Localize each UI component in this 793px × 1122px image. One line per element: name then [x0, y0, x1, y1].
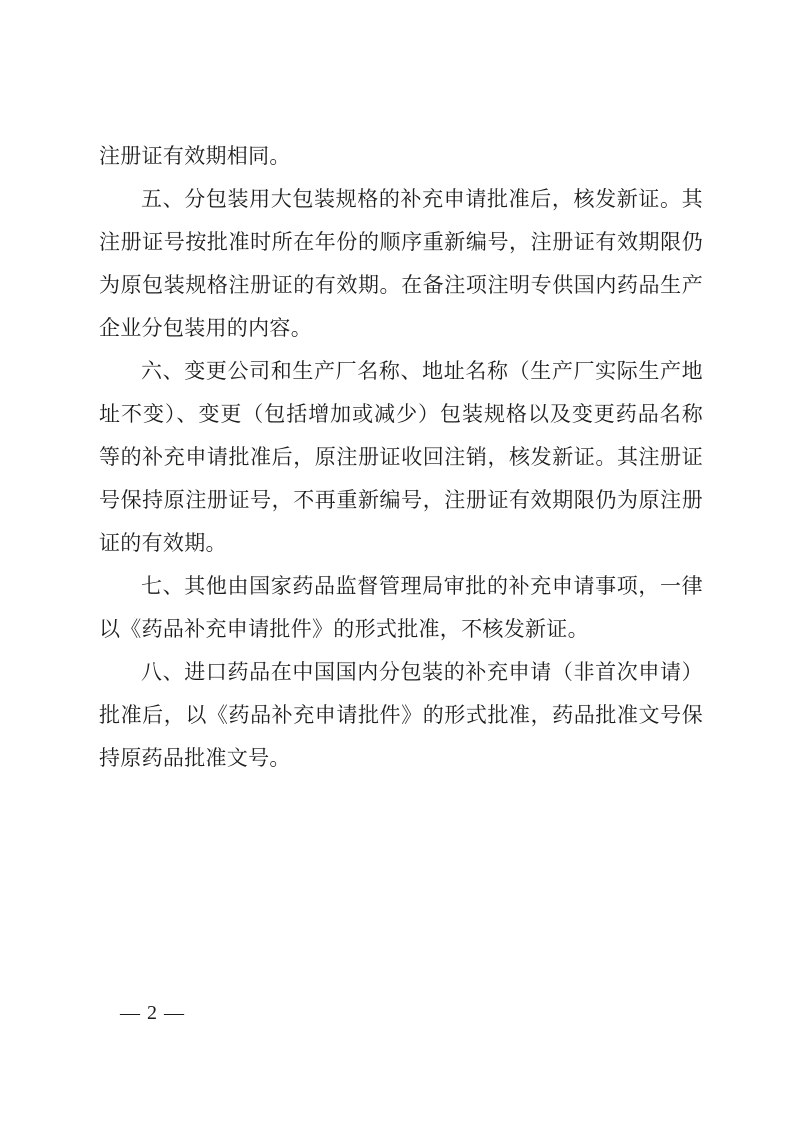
text-line: 证的有效期。: [99, 531, 227, 555]
text-line: 址不变）、变更（包括增加或减少）包装规格以及变更药品名称: [99, 402, 703, 426]
text-line: 八、进口药品在中国国内分包装的补充申请（非首次申请）: [141, 660, 703, 684]
text-line: 六、变更公司和生产厂名称、地址名称（生产厂实际生产地: [141, 359, 703, 383]
text-line: 注册证有效期相同。: [99, 144, 291, 168]
text-line: 为原包装规格注册证的有效期。在备注项注明专供国内药品生产: [99, 273, 703, 297]
text-line: 七、其他由国家药品监督管理局审批的补充申请事项，一律: [141, 574, 703, 598]
page-number: — 2 —: [120, 1002, 185, 1024]
text-line: 等的补充申请批准后，原注册证收回注销，核发新证。其注册证: [99, 445, 703, 469]
text-line: 以《药品补充申请批件》的形式批准，不核发新证。: [99, 617, 589, 641]
text-line: 持原药品批准文号。: [99, 746, 291, 770]
text-line: 号保持原注册证号，不再重新编号，注册证有效期限仍为原注册: [99, 488, 703, 512]
text-block: [99, 135, 703, 780]
text-line: 注册证号按批准时所在年份的顺序重新编号，注册证有效期限仍: [99, 230, 703, 254]
text-line: 批准后，以《药品补充申请批件》的形式批准，药品批准文号保: [99, 703, 703, 727]
text-line: 五、分包装用大包装规格的补充申请批准后，核发新证。其: [141, 187, 703, 211]
text-line: 企业分包装用的内容。: [99, 316, 312, 340]
